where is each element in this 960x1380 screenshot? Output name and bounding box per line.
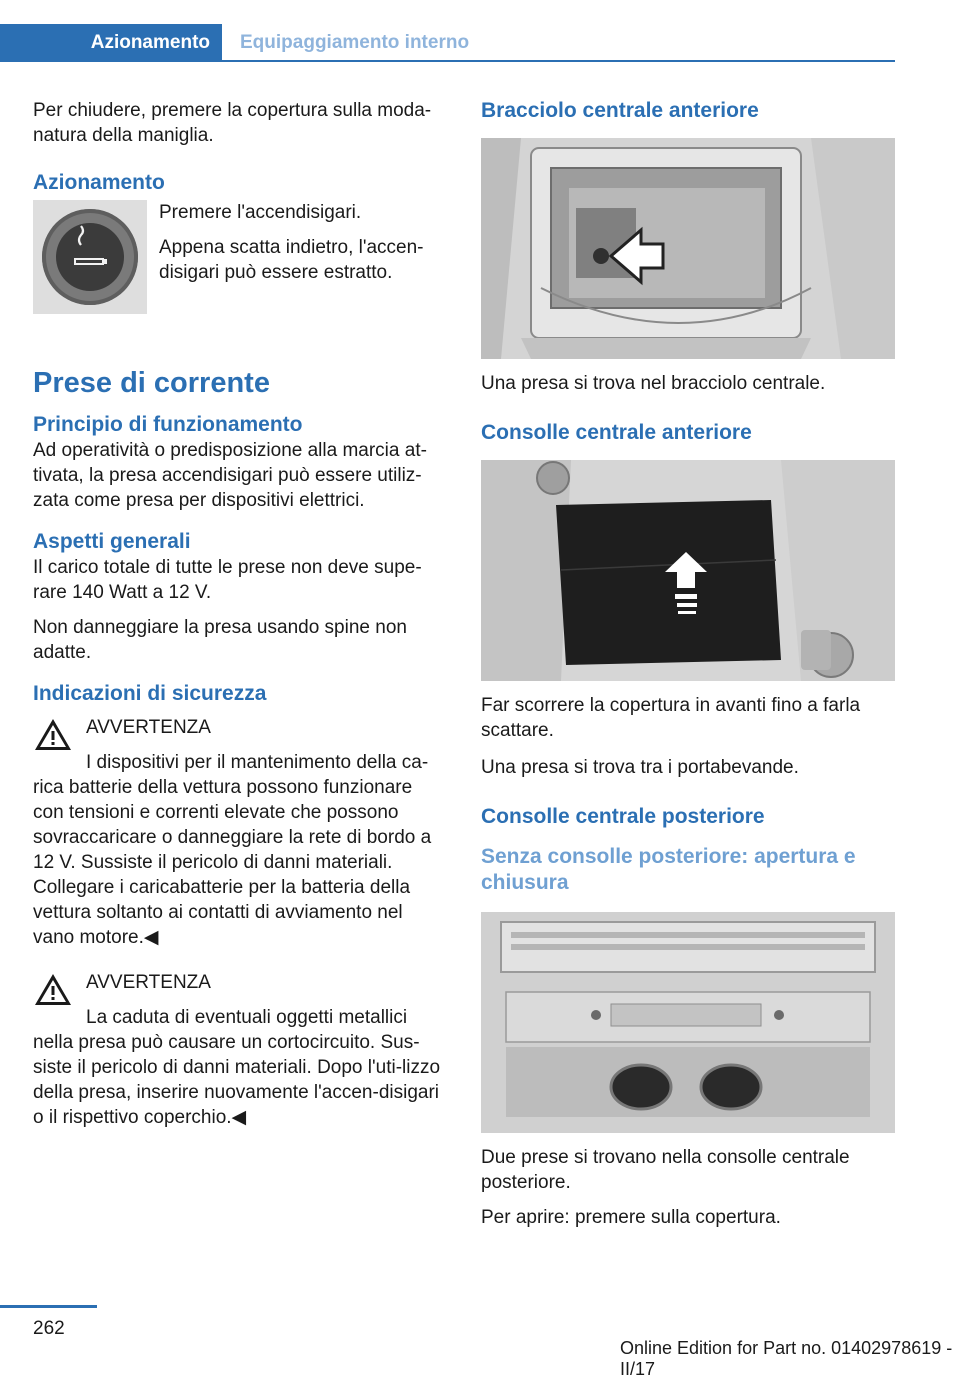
warning-2 — [33, 970, 447, 1130]
edition-footer: Online Edition for Part no. 01402978619 - II/17 — [620, 1338, 953, 1379]
tab-equipaggiamento-interno[interactable]: Equipaggiamento interno — [240, 32, 470, 53]
right-column — [481, 98, 895, 1230]
left-column — [33, 98, 447, 1130]
azionamento-p2: Appena scatta indietro, l'accen-disigari può essere estratto. — [159, 237, 424, 283]
consolle-anteriore-p1: Far scorrere la copertura in avanti fino a farla scattare. — [481, 695, 861, 741]
bracciolo-heading: Bracciolo centrale anteriore — [481, 99, 759, 122]
warning-triangle-icon — [33, 972, 73, 1008]
aspetti-p2: Non danneggiare la presa usando spine non adatte. — [33, 617, 407, 663]
senza-consolle-heading: Senza consolle posteriore: apertura e chiusura — [481, 845, 856, 894]
consolle-anteriore-p2: Una presa si trova tra i portabevande. — [481, 757, 799, 778]
posteriore-p1: Due prese si trovano nella consolle centrale posteriore. — [481, 1147, 850, 1193]
warning-triangle-icon — [33, 717, 73, 753]
azionamento-heading: Azionamento — [33, 171, 165, 194]
cigarette-lighter-icon — [33, 200, 147, 314]
warning-2-text-b: nella presa può causare un cortocircuito. Sus-siste il pericolo di danni materiali. Dopo l'uti-lizzo della presa, inserire nuovamente l'accen-disigari o il rispettivo coperchio.◀ — [33, 1032, 441, 1128]
intro-text: Per chiudere, premere la copertura sulla moda-natura della maniglia. — [33, 100, 432, 146]
aspetti-heading: Aspetti generali — [33, 530, 191, 553]
principio-heading: Principio di funzionamento — [33, 413, 303, 436]
azionamento-block — [33, 200, 447, 314]
warning-1 — [33, 715, 447, 950]
warning-1-title: AVVERTENZA — [86, 717, 211, 738]
footer-rule — [0, 1305, 97, 1308]
front-console-photo — [481, 460, 895, 681]
header-rule — [222, 60, 895, 62]
posteriore-p2: Per aprire: premere sulla copertura. — [481, 1207, 781, 1228]
warning-2-title: AVVERTENZA — [86, 972, 211, 993]
rear-console-photo — [481, 912, 895, 1133]
consolle-anteriore-heading: Consolle centrale anteriore — [481, 421, 752, 444]
sicurezza-heading: Indicazioni di sicurezza — [33, 682, 267, 705]
bracciolo-caption: Una presa si trova nel bracciolo centrale. — [481, 373, 826, 394]
consolle-posteriore-heading: Consolle centrale posteriore — [481, 805, 765, 828]
principio-text: Ad operatività o predisposizione alla marcia at-tivata, la presa accendisigari può essere utiliz-zata come presa per dispositivi elettrici. — [33, 440, 427, 511]
tab-azionamento[interactable]: Azionamento — [0, 24, 222, 62]
aspetti-p1: Il carico totale di tutte le prese non deve supe-rare 140 Watt a 12 V. — [33, 557, 422, 603]
prese-heading: Prese di corrente — [33, 367, 270, 399]
warning-2-text-a: La caduta di eventuali oggetti metallici — [86, 1007, 408, 1028]
armrest-photo — [481, 138, 895, 359]
page-number: 262 — [33, 1318, 65, 1339]
warning-1-text-a: I dispositivi per il mantenimento della ca- — [86, 752, 429, 773]
warning-1-text-b: rica batterie della vettura possono funzionare con tensioni e correnti elevate che possono sovraccaricare o danneggiare la rete di bordo a 12 V. Sussiste il pericolo di danni materiali. Collegare i caricabatterie per la batteria della vettura soltanto ai contatti di avviamento nel vano motore.◀ — [33, 777, 432, 948]
azionamento-p1: Premere l'accendisigari. — [159, 202, 362, 223]
